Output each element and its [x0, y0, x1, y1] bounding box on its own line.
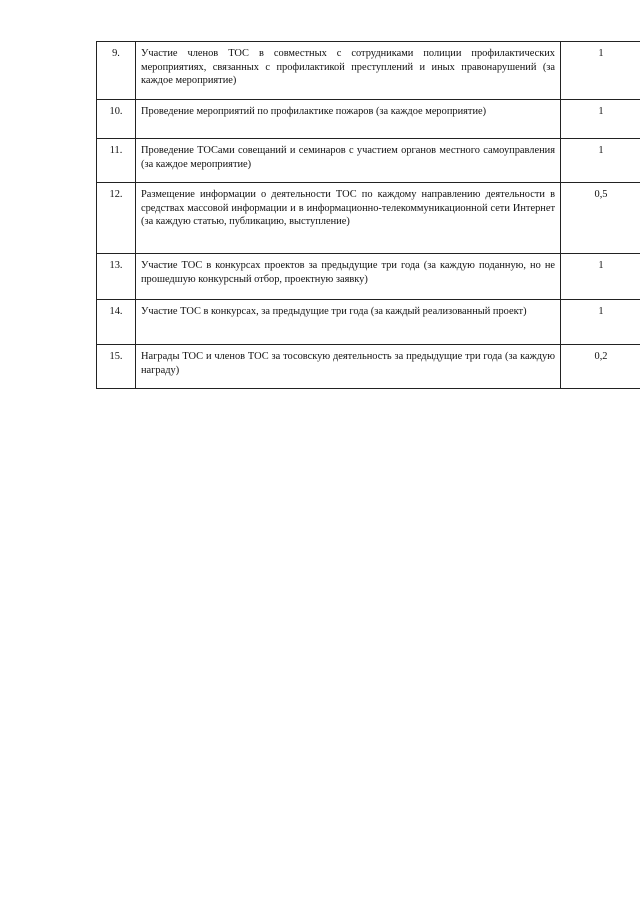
row-number: 14.	[97, 300, 136, 345]
criterion-description: Награды ТОС и членов ТОС за тосовскую деятельность за предыдущие три года (за каждую награду)	[136, 345, 561, 389]
row-number: 12.	[97, 183, 136, 254]
row-number: 13.	[97, 254, 136, 300]
criterion-score: 1	[561, 139, 640, 183]
table-row	[97, 345, 640, 389]
table-row	[97, 42, 640, 100]
table-row	[97, 300, 640, 345]
criterion-score: 0,5	[561, 183, 640, 254]
criterion-score: 1	[561, 254, 640, 300]
criterion-description: Участие ТОС в конкурсах, за предыдущие три года (за каждый реализованный проект)	[136, 300, 561, 345]
criterion-description: Проведение мероприятий по профилактике пожаров (за каждое мероприятие)	[136, 100, 561, 139]
table-row	[97, 139, 640, 183]
table-row	[97, 183, 640, 254]
criterion-description: Размещение информации о деятельности ТОС по каждому направлению деятельности в средствах массовой информации и в информационно-телекоммуникационной сети Интернет (за каждую статью, публикацию, выступление)	[136, 183, 561, 254]
row-number: 11.	[97, 139, 136, 183]
criterion-description: Участие членов ТОС в совместных с сотрудниками полиции профилактических мероприятиях, связанных с профилактикой преступлений и иных правонарушений (за каждое мероприятие)	[136, 42, 561, 100]
criterion-score: 1	[561, 42, 640, 100]
table-row	[97, 100, 640, 139]
criterion-score: 0,2	[561, 345, 640, 389]
criterion-description: Участие ТОС в конкурсах проектов за предыдущие три года (за каждую поданную, но не прошедшую конкурсный отбор, проектную заявку)	[136, 254, 561, 300]
row-number: 15.	[97, 345, 136, 389]
criteria-table	[96, 41, 640, 389]
table-row	[97, 254, 640, 300]
row-number: 9.	[97, 42, 136, 100]
criterion-description: Проведение ТОСами совещаний и семинаров с участием органов местного самоуправления (за каждое мероприятие)	[136, 139, 561, 183]
criterion-score: 1	[561, 100, 640, 139]
row-number: 10.	[97, 100, 136, 139]
criterion-score: 1	[561, 300, 640, 345]
